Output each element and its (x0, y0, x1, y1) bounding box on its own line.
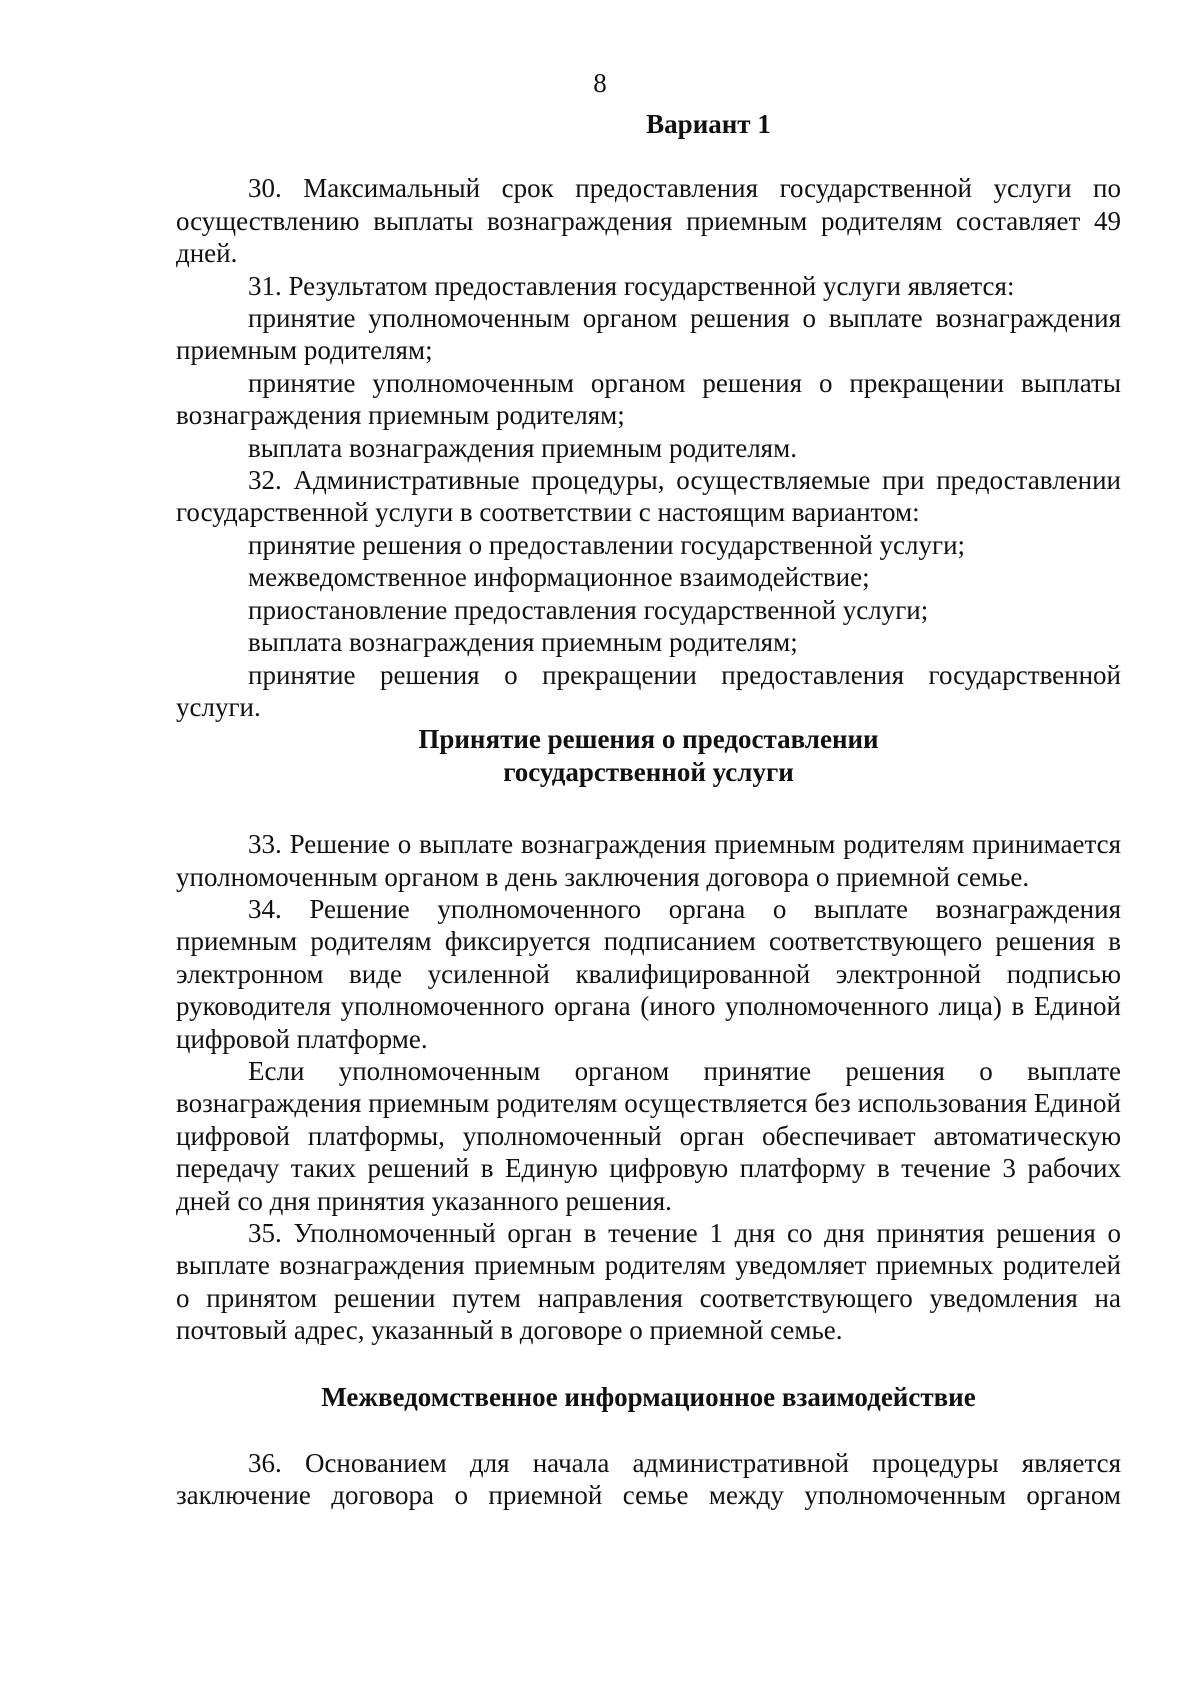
procedure-item-decision: принятие решения о предоставлении государственной услуги; (248, 529, 966, 560)
section-heading-interagency: Межведомственное информационное взаимодействие (321, 1381, 976, 1412)
paragraph-36: 36. Основанием для начала административной процедуры является заключение договора о приемной семье между уполномоченным органом (176, 1448, 1121, 1511)
paragraph-32: 32. Административные процедуры, осуществляемые при предоставлении государственной услуги в соответствии с настоящим вариантом: (176, 465, 1121, 528)
paragraph-34-continuation: Если уполномоченным органом принятие решения о выплате вознаграждения приемным родителям осуществляется без использования Единой цифровой платформы, уполномоченный орган обеспечивает автоматическую передачу таких решений в Единую цифровую платформу в течение 3 рабочих дней со дня принятия указанного решения. (176, 1055, 1121, 1216)
page-number: 8 (593, 68, 607, 98)
paragraph-31: 31. Результатом предоставления государственной услуги является: (248, 270, 1015, 301)
section-heading-decision-line-2: государственной услуги (503, 756, 794, 787)
procedure-item-payment: выплата вознаграждения приемным родителям; (248, 627, 798, 658)
paragraph-35: 35. Уполномоченный орган в течение 1 дня со дня принятия решения о выплате вознаграждения приемным родителям уведомляет приемных родителей о принятом решении путем направления соответствующего уведомления на почтовый адрес, указанный в договоре о приемной семье. (176, 1218, 1121, 1346)
paragraph-30: 30. Максимальный срок предоставления государственной услуги по осуществлению выплаты вознаграждения приемным родителям составляет 49 дней. (176, 173, 1121, 269)
result-item-payment: выплата вознаграждения приемным родителям. (248, 432, 797, 463)
paragraph-33: 33. Решение о выплате вознаграждения приемным родителям принимается уполномоченным органом в день заключения договора о приемной семье. (176, 829, 1121, 892)
section-heading-decision-line-1: Принятие решения о предоставлении (418, 724, 879, 755)
procedure-item-termination: принятие решения о прекращении предоставления государственной услуги. (176, 659, 1121, 722)
procedure-item-interagency: межведомственное информационное взаимодействие; (248, 562, 870, 593)
document-body (176, 108, 1121, 1512)
paragraph-34: 34. Решение уполномоченного органа о выплате вознаграждения приемным родителям фиксируется подписанием соответствующего решения в электронном виде усиленной квалифицированной электронной подписью руководителя уполномоченного органа (иного уполномоченного лица) в Единой цифровой платформе. (176, 893, 1121, 1054)
result-item-payment-decision: принятие уполномоченным органом решения о выплате вознаграждения приемным родителям; (176, 303, 1121, 366)
variant-heading: Вариант 1 (646, 109, 771, 139)
section-heading-decision (176, 723, 1121, 788)
result-item-termination-decision: принятие уполномоченным органом решения о прекращении выплаты вознаграждения приемным родителям; (176, 367, 1121, 431)
procedure-item-suspension: приостановление предоставления государственной услуги; (248, 594, 929, 625)
